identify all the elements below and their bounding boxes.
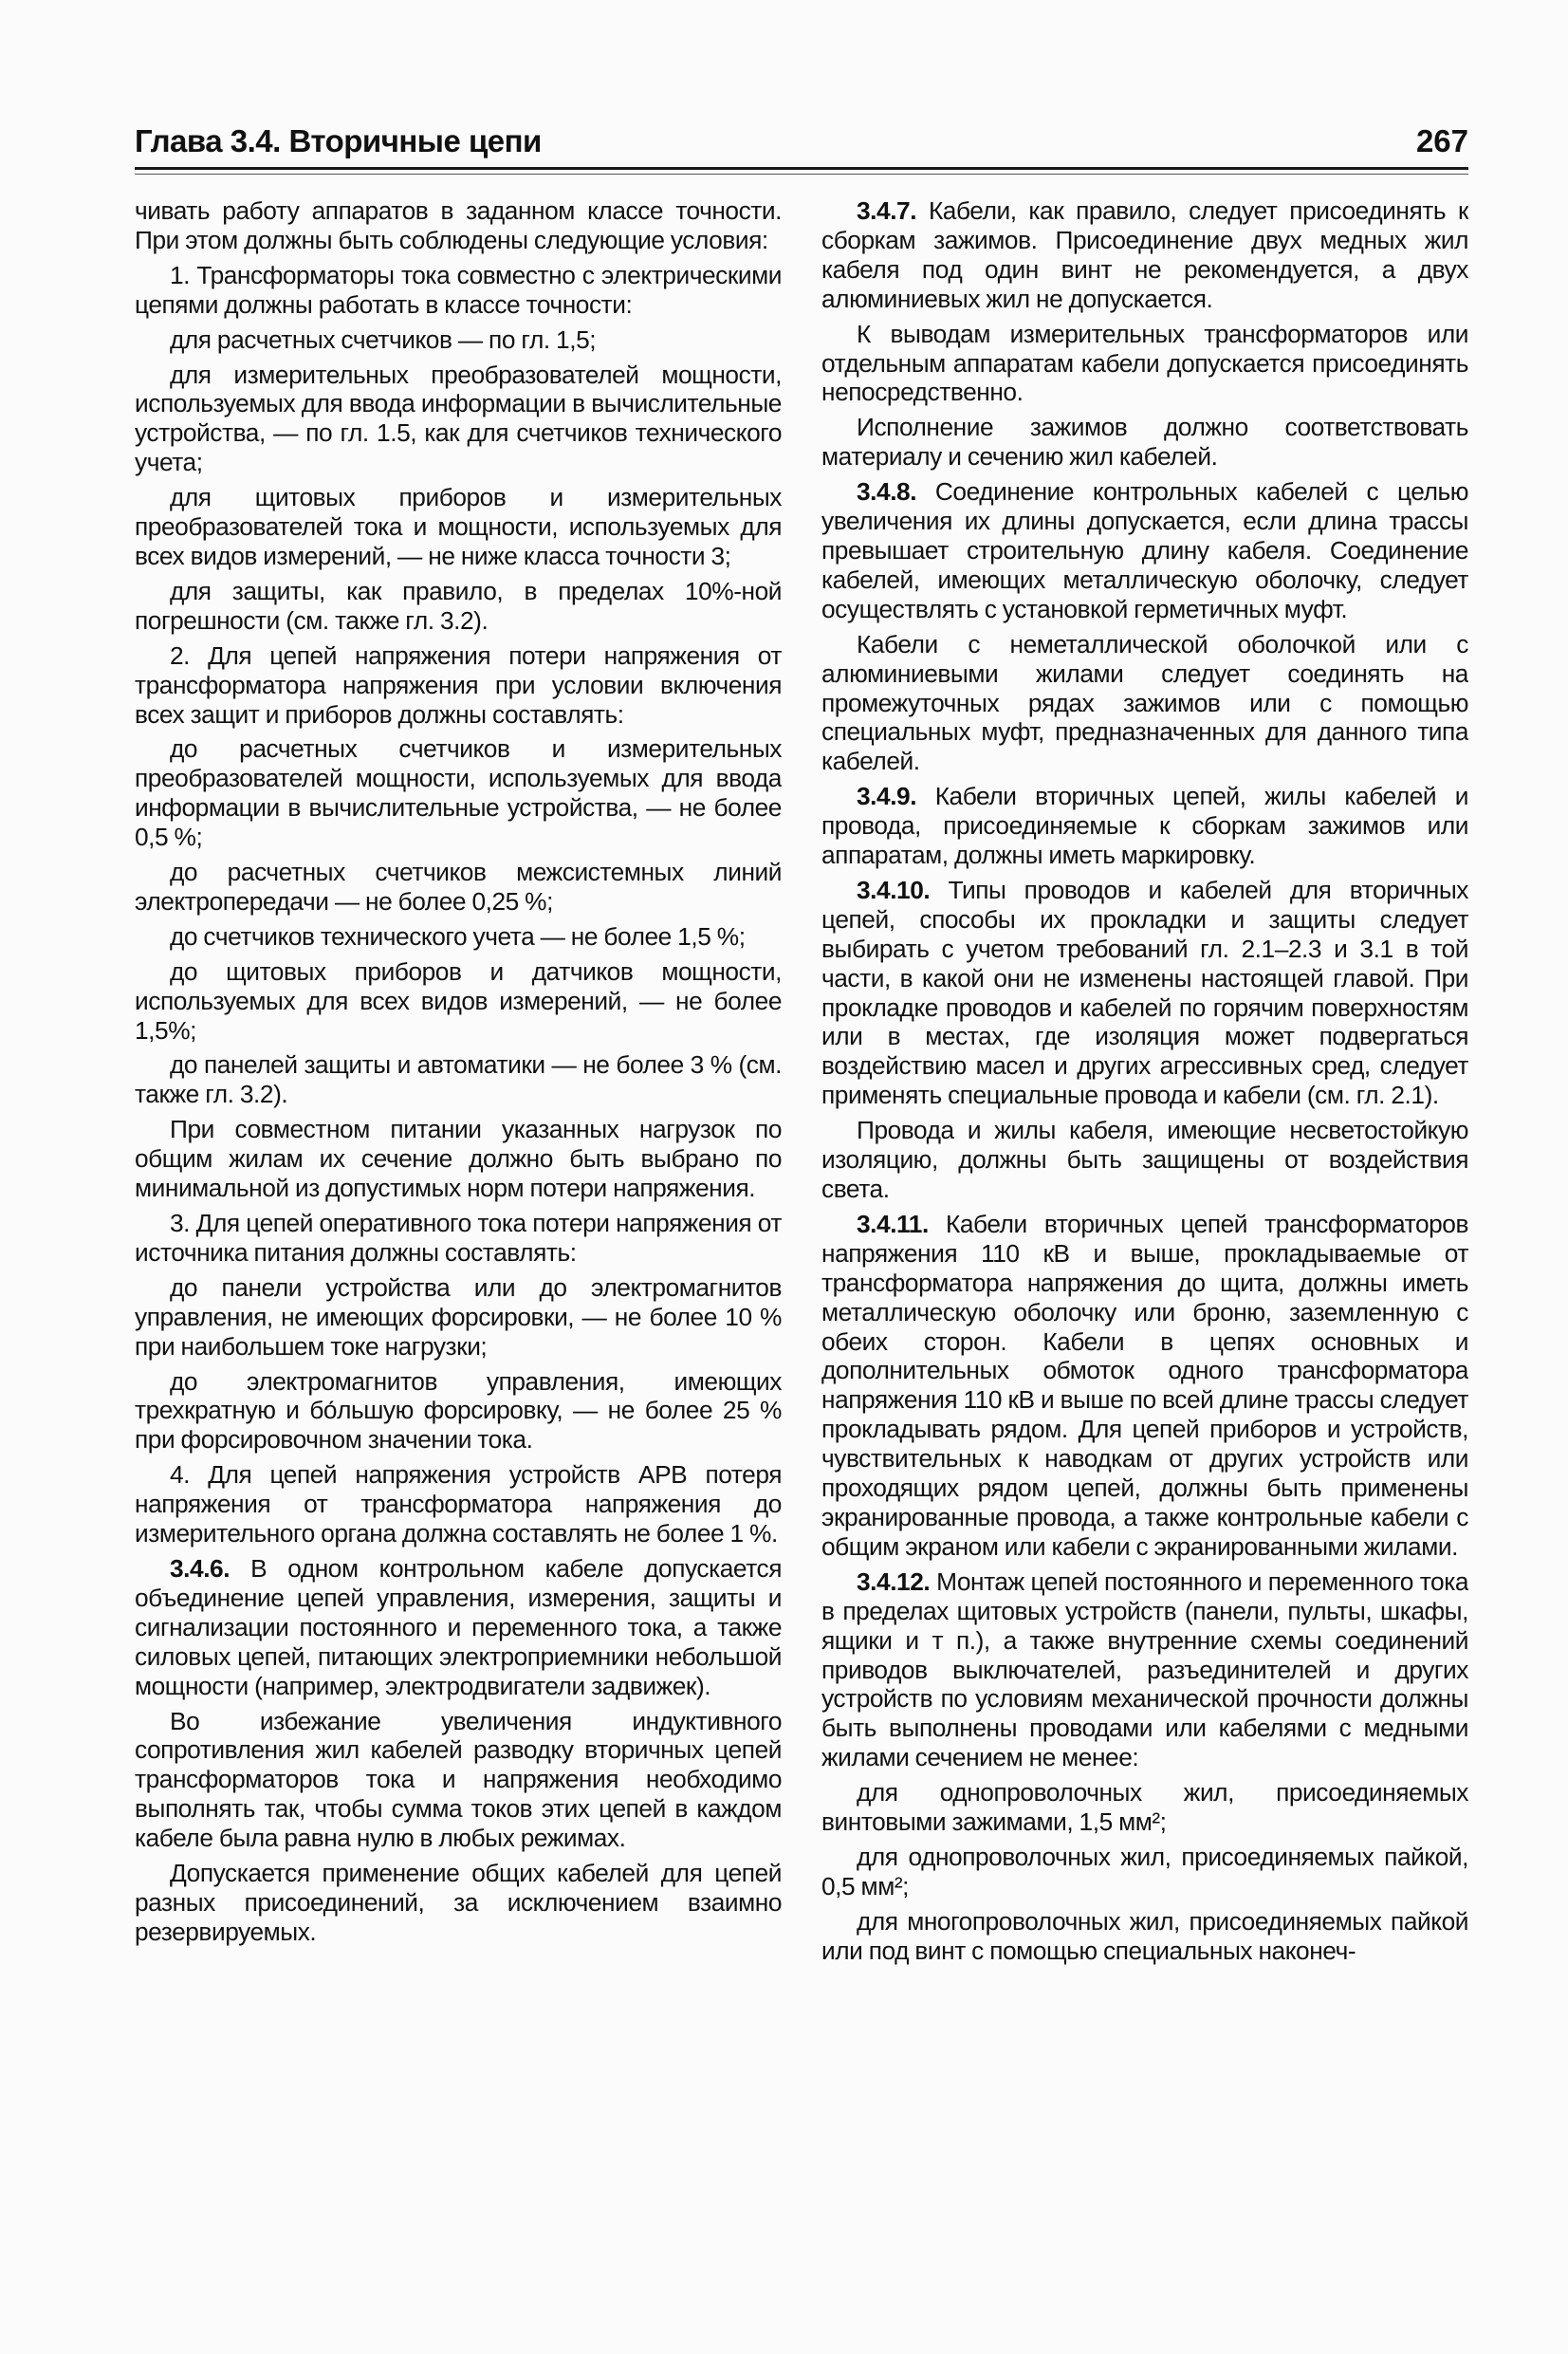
paragraph <box>821 1116 1468 1204</box>
paragraph-text: Кабели вторичных цепей трансформаторов напряжения 110 кВ и выше, прокладываемые от трансформатора напряжения до щита, должны иметь металлическую оболочку или броню, заземленную с обеих сторон. Кабели в цепях основных и дополнительных обмоток одного трансформатора напряжения 110 кВ и выше по всей длине трассы следует прокладывать рядом. Для цепей приборов и устройств, чувствительных к наводкам от других устройств или проходящих рядом цепей, должны быть применены экранированные провода, а также контрольные кабели с общим экраном или кабели с экранированными жилами. <box>821 1209 1468 1561</box>
paragraph-text: для защиты, как правило, в пределах 10%-ной погрешности (см. также гл. 3.2). <box>135 576 782 635</box>
section-number: 3.4.12. <box>857 1566 931 1596</box>
paragraph <box>821 1210 1468 1562</box>
paragraph <box>135 1554 782 1701</box>
paragraph-text: до панели устройства или до электромагнитов управления, не имеющих форсировки, — не более 10 % при наибольшем токе нагрузки; <box>135 1272 782 1361</box>
paragraph-text: При совместном питании указанных нагрузок по общим жилам их сечение должно быть выбрано по минимальной из допустимых норм потери напряжения. <box>135 1115 782 1203</box>
section-number: 3.4.7. <box>857 196 917 225</box>
paragraph-text: Во избежание увеличения индуктивного сопротивления жил кабелей разводку вторичных цепей трансформаторов тока и напряжения необходимо выполнять так, чтобы сумма токов этих цепей в каждом кабеле была равна нулю в любых режимах. <box>135 1706 782 1853</box>
paragraph-text: 1. Трансформаторы тока совместно с электрическими цепями должны работать в классе точности: <box>135 260 782 319</box>
paragraph <box>821 196 1468 314</box>
paragraph-text: Провода и жилы кабеля, имеющие несветостойкую изоляцию, должны быть защищены от воздействия света. <box>821 1116 1468 1203</box>
paragraph-text: Кабели вторичных цепей, жилы кабелей и провода, присоединяемые к сборкам зажимов или аппаратам, должны иметь маркировку. <box>821 782 1468 870</box>
paragraph <box>135 957 782 1046</box>
paragraph <box>135 734 782 852</box>
paragraph <box>135 261 782 320</box>
paragraph-text: для измерительных преобразователей мощности, используемых для ввода информации в вычислительные устройства, — по гл. 1.5, как для счетчиков технического учета; <box>135 360 782 477</box>
paragraph-text: Исполнение зажимов должно соответствовать материалу и сечению жил кабелей. <box>821 413 1468 472</box>
section-number: 3.4.11. <box>857 1209 929 1238</box>
paragraph-text: В одном контрольном кабеле допускается объединение цепей управления, измерения, защиты и сигнализации постоянного и переменного тока, а также силовых цепей, питающих электроприемники небольшой мощности (например, электродвигатели задвижек). <box>135 1553 782 1700</box>
right-column <box>821 196 1468 2303</box>
paragraph <box>135 922 782 952</box>
running-header <box>135 121 1468 170</box>
paragraph-text: до счетчиков технического учета — не более 1,5 %; <box>170 921 746 951</box>
paragraph-text: до расчетных счетчиков и измерительных преобразователей мощности, используемых для ввода информации в вычислительные устройства, — не более 0,5 %; <box>135 734 782 852</box>
paragraph-text: для щитовых приборов и измерительных преобразователей тока и мощности, используемых для всех видов измерений, — не ниже класса точности 3; <box>135 483 782 570</box>
paragraph <box>135 1460 782 1548</box>
paragraph-text: чивать работу аппаратов в заданном классе точности. При этом должны быть соблюдены следующие условия: <box>135 196 782 254</box>
left-column <box>135 196 782 2303</box>
paragraph <box>821 782 1468 870</box>
paragraph-text: Кабели, как правило, следует присоединять к сборкам зажимов. Присоединение двух медных жил кабеля под один винт не рекомендуется, а двух алюминиевых жил не допускается. <box>821 196 1468 313</box>
paragraph <box>821 320 1468 408</box>
paragraph <box>135 858 782 917</box>
paragraph <box>135 577 782 636</box>
paragraph-text: до электромагнитов управления, имеющих трехкратную и бо́льшую форсировку, — не более 25 % при форсировочном значении тока. <box>135 1366 782 1455</box>
paragraph-text: Монтаж цепей постоянного и переменного тока в пределах щитовых устройств (панели, пульты, шкафы, ящики и т п.), а также внутренние схемы соединений приводов выключателей, разъединителей и других устройств по условиям механической прочности должны быть выполнены проводами или кабелями с медными жилами сечением не менее: <box>821 1566 1468 1772</box>
paragraph <box>821 1907 1468 1966</box>
chapter-title: Глава 3.4. Вторичные цепи <box>135 123 542 158</box>
paragraph <box>821 477 1468 624</box>
section-number: 3.4.8. <box>857 477 917 507</box>
paragraph-text: до панелей защиты и автоматики — не более 3 % (см. также гл. 3.2). <box>135 1050 782 1109</box>
paragraph-text: 3. Для цепей оперативного тока потери напряжения от источника питания должны составлять: <box>135 1209 782 1267</box>
header-rule <box>135 174 1468 175</box>
paragraph-text: Допускается применение общих кабелей для цепей разных присоединений, за исключением взаимно резервируемых. <box>135 1859 782 1946</box>
paragraph <box>135 1707 782 1854</box>
paragraph <box>135 1273 782 1362</box>
paragraph <box>135 1367 782 1455</box>
paragraph-text: Соединение контрольных кабелей с целью увеличения их длины допускается, если длина трассы превышает строительную длину кабеля. Соединение кабелей, имеющих металлическую оболочку, следует осуществлять с установкой герметичных муфт. <box>821 477 1468 623</box>
paragraph <box>135 361 782 478</box>
paragraph-text: Типы проводов и кабелей для вторичных цепей, способы их прокладки и защиты следует выбирать с учетом требований гл. 2.1–2.3 и 3.1 в той части, в какой они не изменены настоящей главой. При прокладке проводов и кабелей по горячим поверхностям или в местах, где изоляция может подвергаться воздействию масел и других агрессивных сред, следует применять специальные провода и кабели (см. гл. 2.1). <box>821 875 1468 1110</box>
paragraph <box>135 1209 782 1268</box>
section-number: 3.4.6. <box>170 1553 231 1583</box>
paragraph-text: 2. Для цепей напряжения потери напряжения от трансформатора напряжения при условии включения всех защит и приборов должны составлять: <box>135 640 782 729</box>
paragraph-text: К выводам измерительных трансформаторов или отдельным аппаратам кабели допускается присоединять непосредственно. <box>821 319 1468 407</box>
paragraph-text: для однопроволочных жил, присоединяемых пайкой, 0,5 мм²; <box>821 1842 1468 1900</box>
paragraph-text: для однопроволочных жил, присоединяемых винтовыми зажимами, 1,5 мм²; <box>821 1778 1468 1837</box>
paragraph-text: Кабели с неметаллической оболочкой или с алюминиевыми жилами следует соединять на промежуточных рядах зажимов или с помощью специальных муфт, предназначенных для данного типа кабелей. <box>821 629 1468 776</box>
paragraph <box>135 1859 782 1947</box>
paragraph <box>135 196 782 255</box>
paragraph-text: для расчетных счетчиков — по гл. 1,5; <box>170 324 597 354</box>
paragraph <box>821 1567 1468 1772</box>
section-number: 3.4.9. <box>857 782 917 811</box>
paragraph <box>135 641 782 730</box>
paragraph <box>821 630 1468 777</box>
paragraph <box>135 1115 782 1203</box>
paragraph-text: до щитовых приборов и датчиков мощности, используемых для всех видов измерений, — не более 1,5%; <box>135 956 782 1045</box>
paragraph-text: до расчетных счетчиков межсистемных линий электропередачи — не более 0,25 %; <box>135 858 782 916</box>
paragraph-text: 4. Для цепей напряжения устройств АРВ потеря напряжения от трансформатора напряжения до измерительного органа должна составлять не более 1 %. <box>135 1460 782 1548</box>
page-number: 267 <box>1415 123 1468 158</box>
paragraph <box>135 1050 782 1109</box>
paragraph <box>135 325 782 355</box>
paragraph <box>821 876 1468 1110</box>
paragraph-text: для многопроволочных жил, присоединяемых пайкой или под винт с помощью специальных наконеч- <box>821 1906 1468 1965</box>
paragraph <box>821 1843 1468 1901</box>
paragraph <box>821 1778 1468 1837</box>
paragraph <box>821 413 1468 472</box>
paragraph <box>135 483 782 571</box>
section-number: 3.4.10. <box>857 875 931 904</box>
